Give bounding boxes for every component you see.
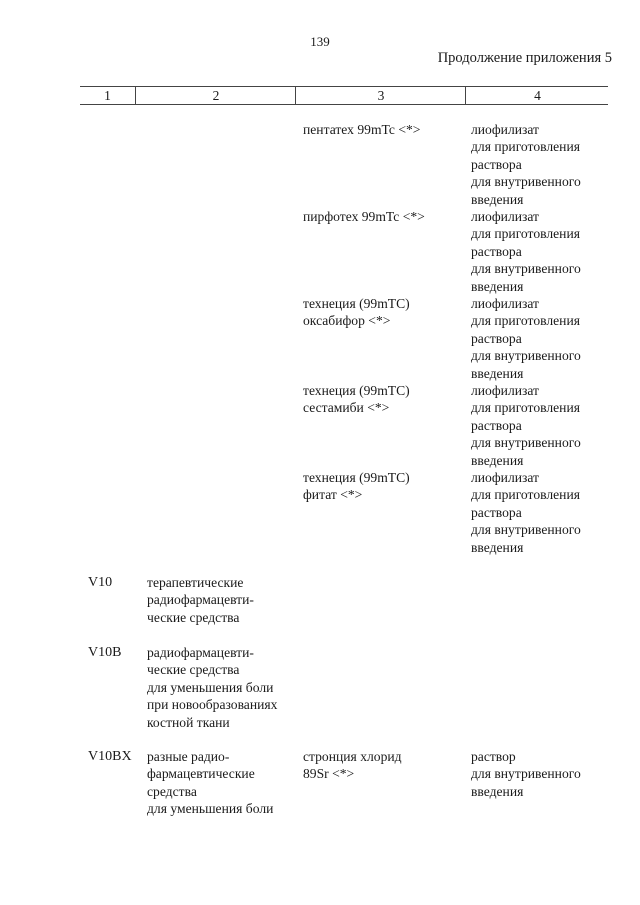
atc-group-cell-line: костной ткани xyxy=(147,714,230,730)
drug-name-cell xyxy=(303,748,463,783)
atc-group-cell xyxy=(147,644,297,731)
atc-group-cell-line: при новообразованиях xyxy=(147,697,278,713)
drug-name-cell xyxy=(303,469,463,504)
header-cell-2: 2 xyxy=(135,87,296,104)
dosage-form-cell-line: для внутривенного xyxy=(471,348,581,364)
drug-name-cell-line: пентатех 99mTc <*> xyxy=(303,122,421,137)
dosage-form-cell-line: введения xyxy=(471,365,524,381)
atc-code-cell: V10BX xyxy=(88,749,132,764)
dosage-form-cell-line: лиофилизат xyxy=(471,209,539,224)
atc-group-cell xyxy=(147,574,297,626)
dosage-form-cell-line: введения xyxy=(471,783,524,799)
drug-name-cell xyxy=(303,208,463,225)
dosage-form-cell-line: лиофилизат xyxy=(471,296,539,311)
atc-group-cell-line: фармацевтические xyxy=(147,766,255,782)
drug-name-cell-line: технеция (99mTC) xyxy=(303,383,410,398)
atc-group-cell-line: средства xyxy=(147,783,197,799)
drug-name-cell-line: технеция (99mTC) xyxy=(303,470,410,485)
dosage-form-cell-line: для приготовления xyxy=(471,400,580,416)
dosage-form-cell-line: лиофилизат xyxy=(471,470,539,485)
atc-group-cell-line: для уменьшения боли xyxy=(147,801,274,817)
dosage-form-cell-line: лиофилизат xyxy=(471,122,539,137)
dosage-form-cell-line: для приготовления xyxy=(471,139,580,155)
atc-group-cell-line: радиофармацевти- xyxy=(147,592,254,608)
drug-name-cell-line: пирфотех 99mTc <*> xyxy=(303,209,425,224)
drug-name-cell-line: оксабифор <*> xyxy=(303,313,391,329)
atc-group-cell-line: для уменьшения боли xyxy=(147,679,274,695)
dosage-form-cell-line: раствор xyxy=(471,749,516,764)
dosage-form-cell xyxy=(471,295,611,382)
atc-code-cell: V10B xyxy=(88,645,122,660)
header-cell-3: 3 xyxy=(295,87,466,104)
dosage-form-cell-line: для внутривенного xyxy=(471,261,581,277)
dosage-form-cell xyxy=(471,121,611,208)
dosage-form-cell-line: введения xyxy=(471,452,524,468)
drug-name-cell xyxy=(303,382,463,417)
dosage-form-cell-line: лиофилизат xyxy=(471,383,539,398)
drug-name-cell xyxy=(303,295,463,330)
header-cell-4: 4 xyxy=(465,87,609,104)
dosage-form-cell xyxy=(471,469,611,556)
drug-name-cell xyxy=(303,121,463,138)
atc-group-cell-line: ческие средства xyxy=(147,609,240,625)
dosage-form-cell-line: для внутривенного xyxy=(471,435,581,451)
header-cell-1: 1 xyxy=(104,88,111,103)
dosage-form-cell-line: раствора xyxy=(471,330,522,346)
atc-group-cell-line: ческие средства xyxy=(147,662,240,678)
dosage-form-cell-line: раствора xyxy=(471,243,522,259)
dosage-form-cell-line: для приготовления xyxy=(471,487,580,503)
dosage-form-cell xyxy=(471,382,611,469)
table-header xyxy=(80,86,608,105)
drug-name-cell-line: технеция (99mTC) xyxy=(303,296,410,311)
dosage-form-cell-line: для приготовления xyxy=(471,226,580,242)
drug-name-cell-line: стронция хлорид xyxy=(303,749,402,764)
page-number: 139 xyxy=(310,34,330,49)
drug-name-cell-line: сестамиби <*> xyxy=(303,400,390,416)
atc-group-cell-line: радиофармацевти- xyxy=(147,645,254,660)
dosage-form-cell-line: для внутривенного xyxy=(471,174,581,190)
dosage-form-cell-line: раствора xyxy=(471,156,522,172)
atc-code-cell: V10 xyxy=(88,575,113,590)
dosage-form-cell-line: для внутривенного xyxy=(471,766,581,782)
dosage-form-cell xyxy=(471,208,611,295)
drug-name-cell-line: фитат <*> xyxy=(303,487,363,503)
atc-group-cell-line: разные радио- xyxy=(147,749,230,764)
drug-name-cell-line: 89Sr <*> xyxy=(303,766,355,782)
dosage-form-cell-line: введения xyxy=(471,191,524,207)
dosage-form-cell-line: введения xyxy=(471,539,524,555)
atc-group-cell-line: терапевтические xyxy=(147,575,244,590)
atc-group-cell xyxy=(147,748,297,818)
dosage-form-cell-line: для приготовления xyxy=(471,313,580,329)
dosage-form-cell-line: для внутривенного xyxy=(471,522,581,538)
dosage-form-cell-line: раствора xyxy=(471,504,522,520)
dosage-form-cell xyxy=(471,748,611,800)
continuation-note: Продолжение приложения 5 xyxy=(437,50,612,66)
dosage-form-cell-line: раствора xyxy=(471,417,522,433)
dosage-form-cell-line: введения xyxy=(471,278,524,294)
